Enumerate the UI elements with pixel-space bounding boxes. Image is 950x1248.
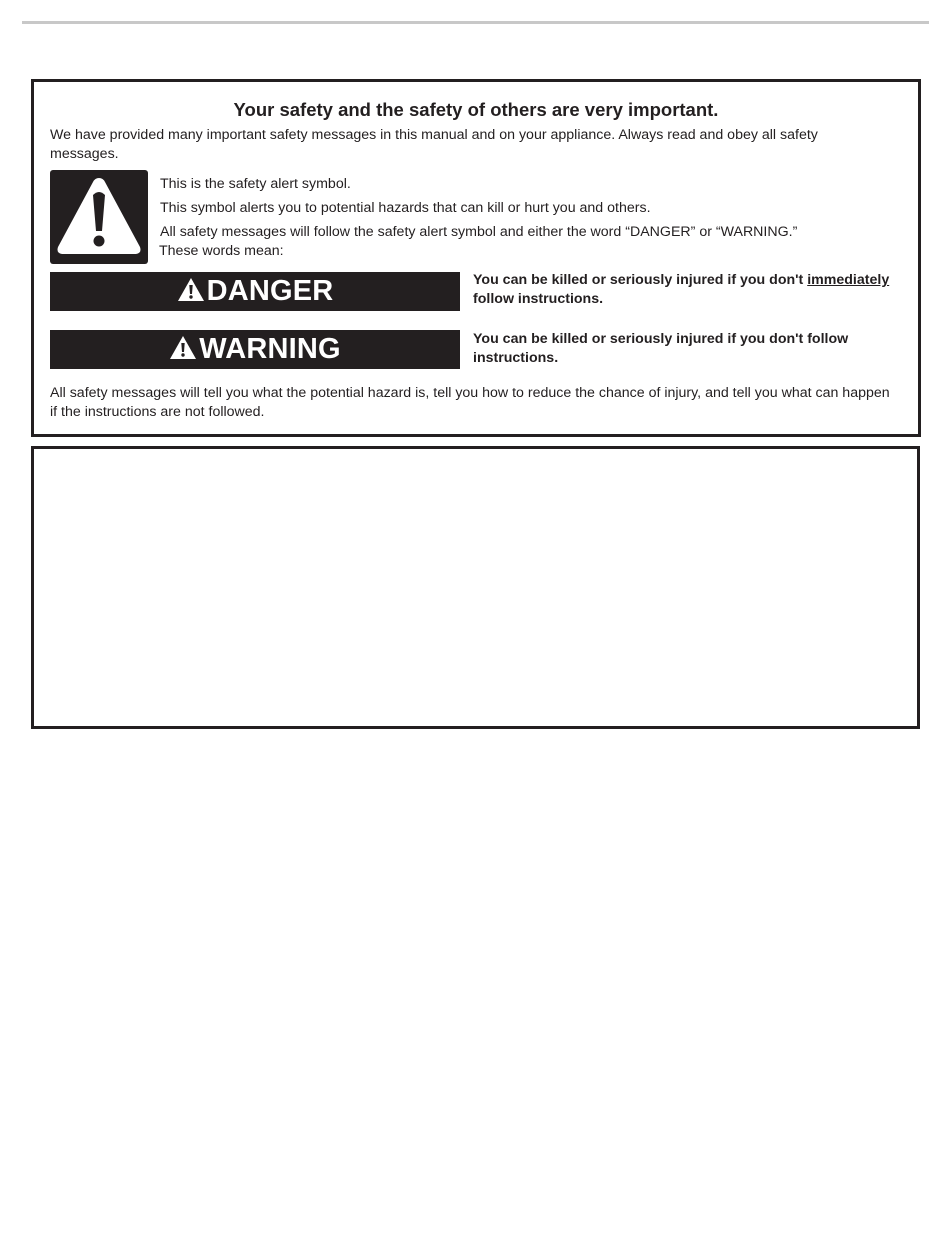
safety-title: Your safety and the safety of others are very important. xyxy=(233,99,719,120)
danger-meaning-emphasis: immediately xyxy=(807,272,890,288)
symbol-line-1: This is the safety alert symbol. xyxy=(160,176,351,192)
blank-content-box xyxy=(31,446,920,729)
danger-meaning-text: You can be killed or seriously injured if you don't xyxy=(473,272,808,288)
warning-triangle-icon xyxy=(169,335,197,365)
warning-triangle-icon xyxy=(50,170,148,264)
warning-meaning: You can be killed or seriously injured if you don't follow instructions. xyxy=(473,331,849,366)
symbol-line-4: These words mean: xyxy=(159,243,284,259)
safety-closing: All safety messages will tell you what the potential hazard is, tell you how to reduce the chance of injury, and tell you what can happen if the instructions are not followed. xyxy=(50,385,890,420)
danger-meaning xyxy=(473,271,913,309)
safety-notice-box xyxy=(31,79,921,437)
warning-label: WARNING xyxy=(199,333,341,365)
top-divider xyxy=(22,21,929,24)
danger-bar xyxy=(50,272,460,311)
safety-intro: We have provided many important safety messages in this manual and on your appliance. Always read and obey all safety messages. xyxy=(50,127,818,162)
symbol-line-2: This symbol alerts you to potential hazards that can kill or hurt you and others. xyxy=(160,200,651,216)
warning-bar xyxy=(50,330,460,369)
symbol-line-3: All safety messages will follow the safety alert symbol and either the word “DANGER” or “WARNING.” xyxy=(160,224,798,240)
safety-alert-symbol xyxy=(50,170,148,264)
warning-triangle-icon xyxy=(177,277,205,307)
danger-label: DANGER xyxy=(206,275,334,307)
danger-meaning-tail: follow instructions. xyxy=(473,291,604,307)
